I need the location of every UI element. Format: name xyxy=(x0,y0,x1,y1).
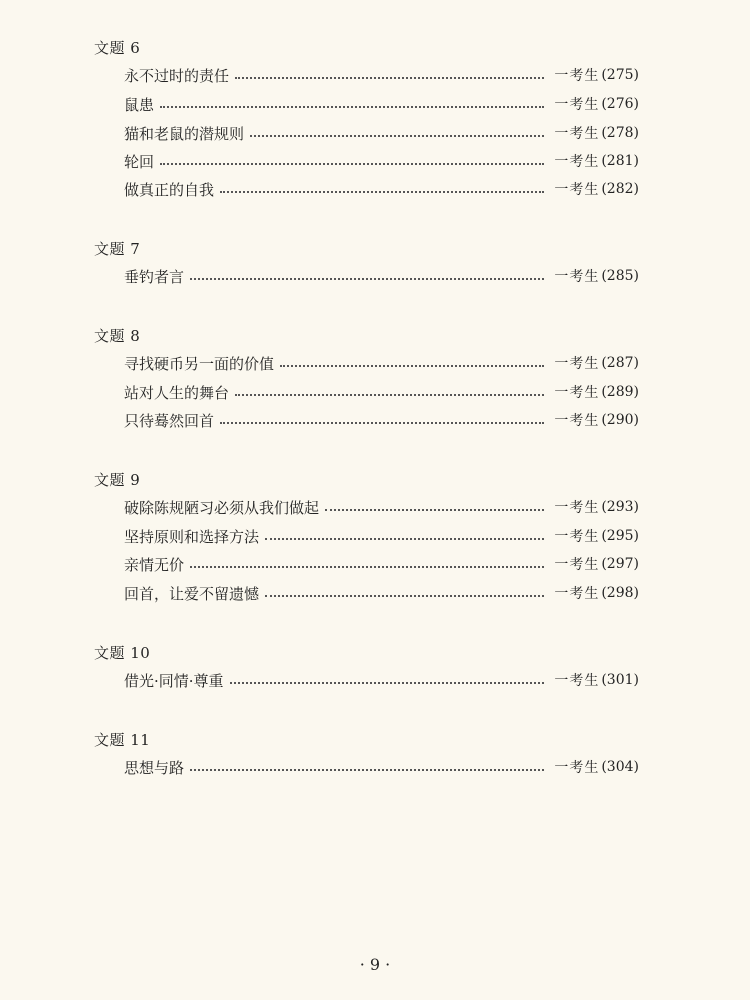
toc-entry[interactable] xyxy=(124,553,639,575)
entry-page: (301) xyxy=(601,672,639,688)
dot-leader xyxy=(250,135,544,137)
entry-title: 只待蓦然回首 xyxy=(124,411,215,430)
entry-title: 轮回 xyxy=(124,152,155,171)
section-title: 文题 9 xyxy=(94,471,141,489)
entry-page: (276) xyxy=(601,96,639,112)
section-title: 文题 7 xyxy=(94,240,141,258)
entry-page: (289) xyxy=(601,384,639,400)
dot-leader xyxy=(220,422,544,424)
entry-title: 永不过时的责任 xyxy=(124,66,230,85)
section-title: 文题 6 xyxy=(94,39,141,57)
entry-title: 亲情无价 xyxy=(124,555,185,574)
entry-author: 一考生 xyxy=(554,182,600,198)
toc-entry[interactable] xyxy=(124,525,639,547)
entry-page: (297) xyxy=(601,556,639,572)
toc-entry[interactable] xyxy=(124,64,639,86)
entry-title: 猫和老鼠的潜规则 xyxy=(124,124,245,143)
entry-page: (281) xyxy=(601,153,639,169)
entry-author: 一考生 xyxy=(554,126,600,142)
dot-leader xyxy=(190,278,544,280)
dot-leader xyxy=(280,365,544,367)
dot-leader xyxy=(190,566,544,568)
entry-author: 一考生 xyxy=(554,760,600,776)
dot-leader xyxy=(235,77,544,79)
toc-entry[interactable] xyxy=(124,669,639,691)
dot-leader xyxy=(160,106,544,108)
dot-leader xyxy=(220,191,544,193)
entry-title: 坚持原则和选择方法 xyxy=(124,527,260,546)
toc-entry[interactable] xyxy=(124,409,639,431)
entry-author: 一考生 xyxy=(554,586,600,602)
toc-entry[interactable] xyxy=(124,178,639,200)
entry-author: 一考生 xyxy=(554,154,600,170)
toc-entry[interactable] xyxy=(124,265,639,287)
entry-title: 做真正的自我 xyxy=(124,180,215,199)
section-title: 文题 11 xyxy=(94,731,151,749)
entry-page: (298) xyxy=(601,585,639,601)
entry-title: 站对人生的舞台 xyxy=(124,383,230,402)
dot-leader xyxy=(235,394,544,396)
toc-entry[interactable] xyxy=(124,150,639,172)
entry-title: 鼠患 xyxy=(124,95,155,114)
entry-page: (282) xyxy=(601,181,639,197)
entry-author: 一考生 xyxy=(554,269,600,285)
entry-author: 一考生 xyxy=(554,500,600,516)
entry-author: 一考生 xyxy=(554,673,600,689)
entry-page: (285) xyxy=(601,268,639,284)
dot-leader xyxy=(325,509,544,511)
entry-title: 思想与路 xyxy=(124,758,185,777)
dot-leader xyxy=(230,682,545,684)
entry-page: (278) xyxy=(601,125,639,141)
dot-leader xyxy=(160,163,544,165)
toc-entry[interactable] xyxy=(124,93,639,115)
section-title: 文题 10 xyxy=(94,644,151,662)
page-number: · 9 · xyxy=(359,955,391,974)
toc-entry[interactable] xyxy=(124,352,639,374)
toc-entry[interactable] xyxy=(124,496,639,518)
dot-leader xyxy=(265,538,544,540)
entry-title: 垂钓者言 xyxy=(124,267,185,286)
entry-author: 一考生 xyxy=(554,413,600,429)
entry-page: (275) xyxy=(601,67,639,83)
entry-author: 一考生 xyxy=(554,97,600,113)
entry-author: 一考生 xyxy=(554,385,600,401)
entry-author: 一考生 xyxy=(554,356,600,372)
entry-page: (293) xyxy=(601,499,639,515)
entry-title: 寻找硬币另一面的价值 xyxy=(124,354,275,373)
entry-page: (287) xyxy=(601,355,639,371)
toc-entry[interactable] xyxy=(124,756,639,778)
toc-entry[interactable] xyxy=(124,381,639,403)
entry-page: (290) xyxy=(601,412,639,428)
entry-page: (295) xyxy=(601,528,639,544)
entry-title: 借光·同情·尊重 xyxy=(124,671,224,690)
entry-page: (304) xyxy=(601,759,639,775)
entry-author: 一考生 xyxy=(554,557,600,573)
entry-title: 破除陈规陋习必须从我们做起 xyxy=(124,498,320,517)
toc-entry[interactable] xyxy=(124,122,639,144)
dot-leader xyxy=(190,769,544,771)
entry-title: 回首，让爱不留遗憾 xyxy=(124,584,260,603)
entry-author: 一考生 xyxy=(554,529,600,545)
section-title: 文题 8 xyxy=(94,327,141,345)
entry-author: 一考生 xyxy=(554,68,600,84)
dot-leader xyxy=(265,595,544,597)
toc-entry[interactable] xyxy=(124,582,639,604)
